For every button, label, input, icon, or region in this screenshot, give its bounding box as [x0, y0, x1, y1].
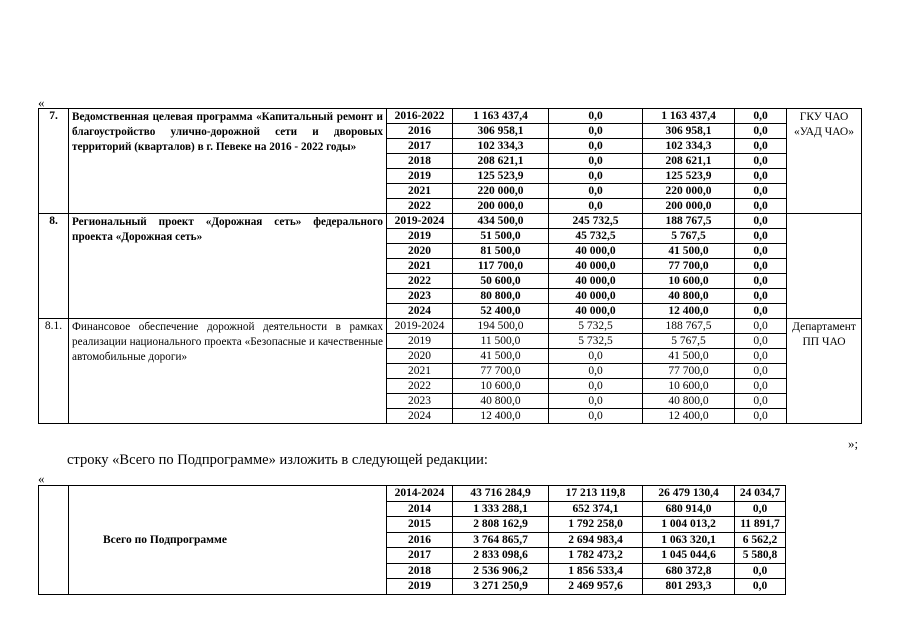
period-cell: 2016-2022	[387, 109, 453, 124]
amount-cell: 11 891,7	[735, 517, 786, 533]
amount-cell: 652 374,1	[549, 501, 643, 517]
amount-cell: 1 792 258,0	[549, 517, 643, 533]
amount-cell: 77 700,0	[453, 364, 549, 379]
row-number: 8.	[39, 214, 69, 319]
executor-cell: ГКУ ЧАО «УАД ЧАО»	[787, 109, 862, 214]
amount-cell: 102 334,3	[643, 139, 735, 154]
amount-cell: 1 063 320,1	[643, 532, 735, 548]
amount-cell: 0,0	[735, 349, 787, 364]
amount-cell: 41 500,0	[643, 244, 735, 259]
amount-cell: 12 400,0	[643, 409, 735, 424]
amount-cell: 125 523,9	[643, 169, 735, 184]
table-row	[39, 109, 862, 124]
amount-cell: 5 767,5	[643, 229, 735, 244]
amount-cell: 117 700,0	[453, 259, 549, 274]
amount-cell: 0,0	[735, 229, 787, 244]
row-number: 8.1.	[39, 319, 69, 424]
amount-cell: 1 856 533,4	[549, 563, 643, 579]
amount-cell: 0,0	[735, 199, 787, 214]
amount-cell: 2 833 098,6	[453, 548, 549, 564]
instruction-paragraph: строку «Всего по Подпрограмме» изложить в следующей редакции:	[67, 452, 488, 468]
amount-cell: 0,0	[549, 394, 643, 409]
period-cell: 2020	[387, 349, 453, 364]
amount-cell: 680 914,0	[643, 501, 735, 517]
amount-cell: 0,0	[735, 304, 787, 319]
period-cell: 2017	[387, 548, 453, 564]
amount-cell: 50 600,0	[453, 274, 549, 289]
measure-name: Ведомственная целевая программа «Капитальный ремонт и благоустройство улично-дорожной сети и дворовых территорий (кварталов) в г. Певеке на 2016 - 2022 годы»	[69, 109, 387, 214]
opening-quote-2: «	[38, 471, 45, 486]
amount-cell: 0,0	[549, 349, 643, 364]
amount-cell: 188 767,5	[643, 319, 735, 334]
period-cell: 2024	[387, 304, 453, 319]
amount-cell: 0,0	[735, 184, 787, 199]
amount-cell: 40 000,0	[549, 304, 643, 319]
amount-cell: 77 700,0	[643, 364, 735, 379]
amount-cell: 220 000,0	[453, 184, 549, 199]
amount-cell: 0,0	[549, 379, 643, 394]
period-cell: 2018	[387, 154, 453, 169]
total-label: Всего по Подпрограмме	[69, 486, 387, 595]
amount-cell: 0,0	[549, 184, 643, 199]
period-cell: 2019	[387, 169, 453, 184]
period-cell: 2021	[387, 259, 453, 274]
amount-cell: 43 716 284,9	[453, 486, 549, 502]
amount-cell: 1 163 437,4	[643, 109, 735, 124]
amount-cell: 3 764 865,7	[453, 532, 549, 548]
amount-cell: 41 500,0	[453, 349, 549, 364]
amount-cell: 40 800,0	[453, 394, 549, 409]
amount-cell: 81 500,0	[453, 244, 549, 259]
amount-cell: 0,0	[549, 409, 643, 424]
period-cell: 2019	[387, 229, 453, 244]
amount-cell: 5 767,5	[643, 334, 735, 349]
amount-cell: 41 500,0	[643, 349, 735, 364]
amount-cell: 680 372,8	[643, 563, 735, 579]
amount-cell: 0,0	[549, 199, 643, 214]
amount-cell: 0,0	[549, 169, 643, 184]
period-cell: 2022	[387, 199, 453, 214]
amount-cell: 125 523,9	[453, 169, 549, 184]
amount-cell: 3 271 250,9	[453, 579, 549, 595]
amount-cell: 306 958,1	[643, 124, 735, 139]
amount-cell: 1 333 288,1	[453, 501, 549, 517]
row-number: 7.	[39, 109, 69, 214]
measure-name: Региональный проект «Дорожная сеть» федерального проекта «Дорожная сеть»	[69, 214, 387, 319]
total-table	[38, 485, 786, 595]
amount-cell: 188 767,5	[643, 214, 735, 229]
amount-cell: 0,0	[735, 334, 787, 349]
amount-cell: 6 562,2	[735, 532, 786, 548]
period-cell: 2014-2024	[387, 486, 453, 502]
measure-name: Финансовое обеспечение дорожной деятельности в рамках реализации национального проекта «Безопасные и качественные автомобильные дороги»	[69, 319, 387, 424]
amount-cell: 1 045 044,6	[643, 548, 735, 564]
amount-cell: 2 808 162,9	[453, 517, 549, 533]
amount-cell: 5 732,5	[549, 319, 643, 334]
amount-cell: 80 800,0	[453, 289, 549, 304]
closing-quote: »;	[848, 436, 859, 451]
period-cell: 2018	[387, 563, 453, 579]
amount-cell: 0,0	[735, 139, 787, 154]
executor-cell: Департамент ПП ЧАО	[787, 319, 862, 424]
amount-cell: 0,0	[735, 124, 787, 139]
period-cell: 2016	[387, 532, 453, 548]
amount-cell: 0,0	[549, 154, 643, 169]
amount-cell: 1 004 013,2	[643, 517, 735, 533]
amount-cell: 220 000,0	[643, 184, 735, 199]
period-cell: 2015	[387, 517, 453, 533]
amount-cell: 0,0	[735, 563, 786, 579]
period-cell: 2014	[387, 501, 453, 517]
amount-cell: 0,0	[735, 319, 787, 334]
amount-cell: 1 782 473,2	[549, 548, 643, 564]
period-cell: 2022	[387, 274, 453, 289]
amount-cell: 0,0	[735, 364, 787, 379]
amount-cell: 2 536 906,2	[453, 563, 549, 579]
period-cell: 2021	[387, 364, 453, 379]
amount-cell: 434 500,0	[453, 214, 549, 229]
amount-cell: 5 732,5	[549, 334, 643, 349]
period-cell: 2024	[387, 409, 453, 424]
amount-cell: 0,0	[735, 214, 787, 229]
period-cell: 2022	[387, 379, 453, 394]
amount-cell: 40 000,0	[549, 259, 643, 274]
amount-cell: 0,0	[549, 139, 643, 154]
amount-cell: 40 800,0	[643, 394, 735, 409]
amount-cell: 0,0	[735, 274, 787, 289]
amount-cell: 1 163 437,4	[453, 109, 549, 124]
amount-cell: 0,0	[735, 259, 787, 274]
amount-cell: 40 800,0	[643, 289, 735, 304]
amount-cell: 52 400,0	[453, 304, 549, 319]
amount-cell: 40 000,0	[549, 244, 643, 259]
amount-cell: 0,0	[735, 379, 787, 394]
period-cell: 2019	[387, 579, 453, 595]
amount-cell: 0,0	[735, 579, 786, 595]
period-cell: 2020	[387, 244, 453, 259]
amount-cell: 200 000,0	[643, 199, 735, 214]
period-cell: 2016	[387, 124, 453, 139]
amount-cell: 2 694 983,4	[549, 532, 643, 548]
period-cell: 2019	[387, 334, 453, 349]
amount-cell: 200 000,0	[453, 199, 549, 214]
amount-cell: 11 500,0	[453, 334, 549, 349]
amount-cell: 0,0	[735, 501, 786, 517]
amount-cell: 45 732,5	[549, 229, 643, 244]
amount-cell: 102 334,3	[453, 139, 549, 154]
table-row	[39, 214, 862, 229]
amount-cell: 26 479 130,4	[643, 486, 735, 502]
amount-cell: 0,0	[735, 154, 787, 169]
amount-cell: 0,0	[735, 244, 787, 259]
amount-cell: 24 034,7	[735, 486, 786, 502]
amount-cell: 5 580,8	[735, 548, 786, 564]
amount-cell: 17 213 119,8	[549, 486, 643, 502]
amount-cell: 0,0	[735, 409, 787, 424]
amount-cell: 40 000,0	[549, 274, 643, 289]
amount-cell: 208 621,1	[643, 154, 735, 169]
amount-cell: 208 621,1	[453, 154, 549, 169]
amount-cell: 801 293,3	[643, 579, 735, 595]
amount-cell: 0,0	[735, 289, 787, 304]
period-cell: 2023	[387, 394, 453, 409]
amount-cell: 0,0	[549, 124, 643, 139]
amount-cell: 12 400,0	[643, 304, 735, 319]
amount-cell: 0,0	[735, 109, 787, 124]
amount-cell: 306 958,1	[453, 124, 549, 139]
amount-cell: 2 469 957,6	[549, 579, 643, 595]
period-cell: 2019-2024	[387, 319, 453, 334]
amount-cell: 77 700,0	[643, 259, 735, 274]
period-cell: 2019-2024	[387, 214, 453, 229]
subprogram-table	[38, 108, 862, 424]
table-row	[39, 486, 786, 502]
period-cell: 2023	[387, 289, 453, 304]
table-row	[39, 319, 862, 334]
amount-cell: 40 000,0	[549, 289, 643, 304]
amount-cell: 10 600,0	[643, 379, 735, 394]
period-cell: 2021	[387, 184, 453, 199]
opening-quote-1: «	[38, 95, 45, 110]
amount-cell: 0,0	[549, 364, 643, 379]
amount-cell: 51 500,0	[453, 229, 549, 244]
amount-cell: 0,0	[735, 169, 787, 184]
amount-cell: 245 732,5	[549, 214, 643, 229]
period-cell: 2017	[387, 139, 453, 154]
amount-cell: 12 400,0	[453, 409, 549, 424]
row-number	[39, 486, 69, 595]
amount-cell: 10 600,0	[643, 274, 735, 289]
amount-cell: 0,0	[735, 394, 787, 409]
amount-cell: 10 600,0	[453, 379, 549, 394]
executor-cell	[787, 214, 862, 319]
amount-cell: 194 500,0	[453, 319, 549, 334]
amount-cell: 0,0	[549, 109, 643, 124]
